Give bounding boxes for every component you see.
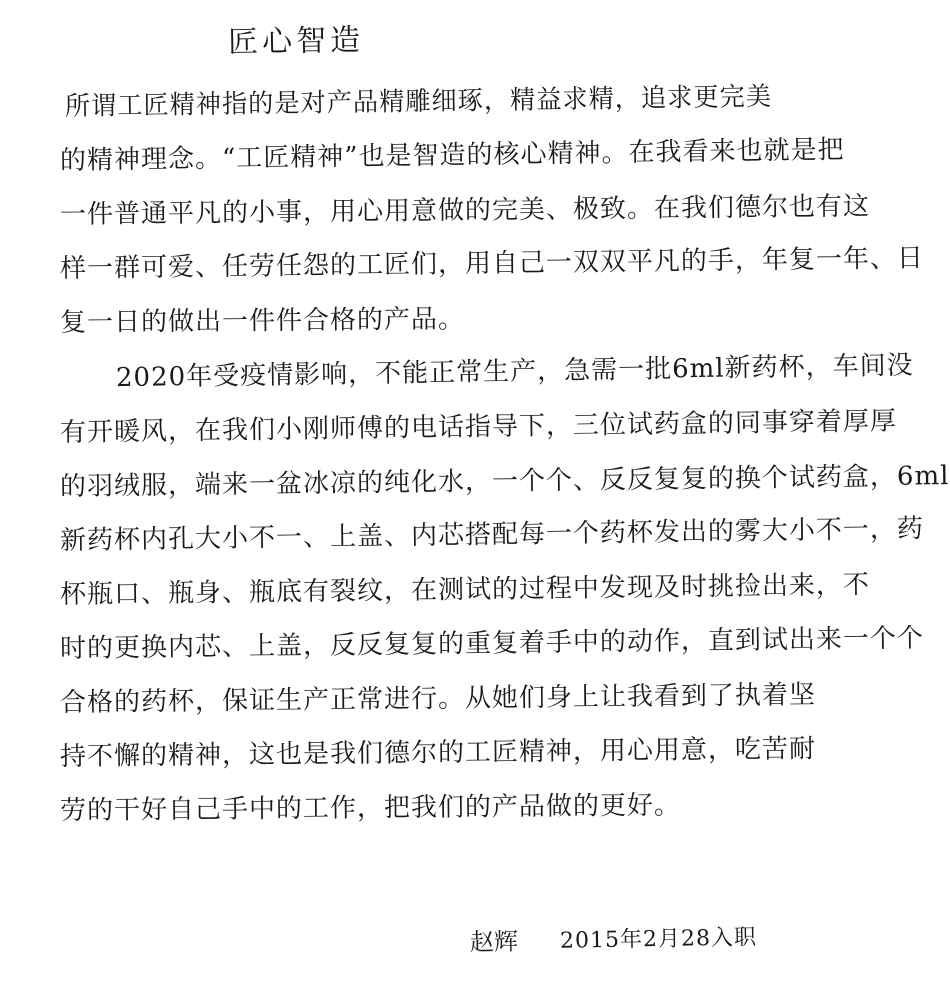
text-line: 持不懈的精神，这也是我们德尔的工匠精神，用心用意，吃苦耐 xyxy=(59,734,817,772)
author-signature: 赵辉 xyxy=(469,927,519,957)
text-line: 所谓工匠精神指的是对产品精雕细琢，精益求精，追求更完美 xyxy=(64,82,773,122)
paragraph-1 xyxy=(59,80,925,350)
text-line: 复一日的做出一件件合格的产品。 xyxy=(59,304,466,338)
paragraph-2 xyxy=(59,350,950,838)
text-line: 新药杯内孔大小不一、上盖、内芯搭配每一个药杯发出的雾大小不一，药 xyxy=(59,513,925,556)
text-line: 有开暖风，在我们小刚师傅的电话指导下，三位试药盒的同事穿着厚厚 xyxy=(59,406,898,448)
text-line: 合格的药杯，保证生产正常进行。从她们身上让我看到了执着坚 xyxy=(59,680,817,718)
text-line: 杯瓶口、瓶身、瓶底有裂纹，在测试的过程中发现及时挑捡出来，不 xyxy=(59,570,871,610)
text-line: 一件普通平凡的小事，用心用意做的完美、极致。在我们德尔也有这 xyxy=(59,191,871,230)
text-line: 样一群可爱、任劳任怨的工匠们，用自己一双双平凡的手，年复一年、日 xyxy=(59,243,925,284)
text-line: 2020年受疫情影响，不能正常生产，急需一批6ml新药杯，车间没 xyxy=(115,350,914,394)
text-line: 时的更换内芯、上盖，反反复复的重复着手中的动作，直到试出来一个个 xyxy=(59,623,925,664)
text-line: 的羽绒服，端来一盆冰凉的纯化水，一个个、反反复复的换个试药盒，6ml xyxy=(59,461,950,502)
signature-date: 2015年2月28入职 xyxy=(559,925,758,954)
text-line: 的精神理念。“工匠精神”也是智造的核心精神。在我看来也就是把 xyxy=(59,135,845,176)
text-line: 劳的干好自己手中的工作，把我们的产品做的更好。 xyxy=(59,790,682,826)
letter-title: 匠心智造 xyxy=(227,22,365,61)
